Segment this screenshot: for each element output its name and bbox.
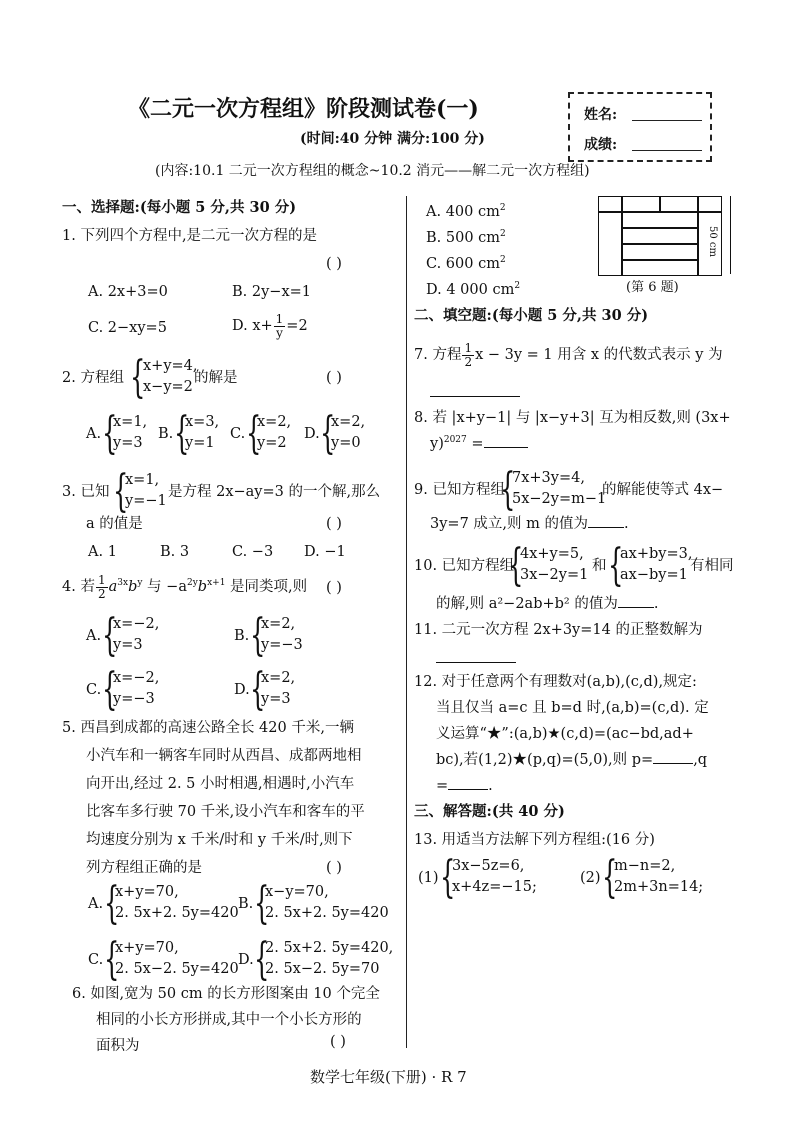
q10-system1 <box>520 544 588 586</box>
q3-option-a: A. 1 <box>88 544 117 560</box>
q10-system2 <box>620 544 692 586</box>
q5-b-line2: 2. 5x+2. 5y=420 <box>265 905 389 921</box>
q6-option-d <box>426 280 520 300</box>
q8-answer-blank[interactable] <box>484 447 528 448</box>
section1-heading: 一、选择题:(每小题 5 分,共 30 分) <box>62 199 297 216</box>
q9-answer-blank[interactable] <box>588 527 624 528</box>
name-score-box <box>568 92 712 162</box>
q3-eq1: x=1, <box>125 472 160 488</box>
time-score-info: (时间:40 分钟 满分:100 分) <box>300 131 485 147</box>
q5-option-c-label: C. <box>88 952 104 968</box>
brace-icon: { <box>104 878 120 929</box>
q5-d-line1: 2. 5x+2. 5y=420, <box>265 940 394 956</box>
page-title: 《二元一次方程组》阶段测试卷(一) <box>128 96 479 122</box>
q1-option-d <box>232 312 308 340</box>
page-footer: 数学七年级(下册) · R 7 <box>310 1068 467 1086</box>
q2-d-line1: x=2, <box>331 414 366 430</box>
q4-exp1: 3x <box>117 578 129 589</box>
q13-p2-eq1: m−n=2, <box>614 858 676 874</box>
q3-option-d: D. −1 <box>304 544 346 560</box>
q6-line1: 6. 如图,宽为 50 cm 的长方形图案由 10 个完全 <box>72 986 380 1002</box>
q10-line2: 的解,则 a²−2ab+b² 的值为 . <box>436 596 659 612</box>
q3-option-c: C. −3 <box>232 544 274 560</box>
q12-p-blank[interactable] <box>653 763 693 764</box>
q3-option-b: B. 3 <box>160 544 190 560</box>
q9-eq2: 5x−2y=m−1 <box>512 491 607 507</box>
brace-icon: { <box>250 610 266 661</box>
q1-d-den: y <box>276 325 283 340</box>
q4-b2: b <box>197 579 208 595</box>
q2-option-b-label: B. <box>158 426 174 442</box>
q3-line2: a 的值是 <box>86 516 143 532</box>
q4-exp2: y <box>137 578 143 589</box>
brace-icon: { <box>102 664 118 715</box>
q4-den: 2 <box>97 586 106 601</box>
q12-q-blank[interactable] <box>448 789 488 790</box>
q2-prefix: 2. 方程组 <box>62 370 124 386</box>
q2-answer-paren[interactable]: ( ) <box>326 370 342 386</box>
q4-fraction <box>96 574 108 601</box>
q4-a-line1: x=−2, <box>113 616 160 632</box>
brace-icon: { <box>130 352 146 403</box>
q4-mid: 与 −a <box>142 579 187 595</box>
q2-option-b <box>185 412 219 454</box>
fig-line <box>621 259 698 261</box>
q6-dimension-label: 50 cm <box>707 226 718 257</box>
q13-part2-label: (2) <box>580 870 601 886</box>
fig-line <box>599 211 721 213</box>
name-field[interactable] <box>632 120 702 121</box>
q4-a-line2: y=3 <box>113 637 143 653</box>
q5-line6: 列方程组正确的是 <box>86 860 202 876</box>
q12-line5: = . <box>436 778 493 794</box>
q10-b-eq1: ax+by=3, <box>620 546 693 562</box>
q5-b-line1: x−y=70, <box>265 884 329 900</box>
q2-suffix: 的解是 <box>194 370 238 386</box>
q13-p1-eq1: 3x−5z=6, <box>452 858 525 874</box>
brace-icon: { <box>508 540 524 591</box>
q7-den: 2 <box>464 354 473 369</box>
q12-line2: 当且仅当 a=c 且 b=d 时,(a,b)=(c,d). 定 <box>436 700 709 716</box>
q4-option-b <box>261 614 303 656</box>
q5-option-c <box>115 938 239 980</box>
q9-system <box>512 468 606 510</box>
q5-line1: 5. 西昌到成都的高速公路全长 420 千米,一辆 <box>62 720 354 736</box>
q6-b-text: B. 500 cm <box>426 230 501 246</box>
q8-base: y) <box>430 436 444 452</box>
q4-d-line2: y=3 <box>261 691 291 707</box>
q2-option-c <box>257 412 291 454</box>
q4-option-d-label: D. <box>234 682 250 698</box>
q2-eq2: x−y=2 <box>143 379 193 395</box>
q5-c-line1: x+y=70, <box>115 940 179 956</box>
q4-option-c-label: C. <box>86 682 102 698</box>
q12-line1: 12. 对于任意两个有理数对(a,b),(c,d),规定: <box>414 674 697 690</box>
q1-stem: 1. 下列四个方程中,是二元一次方程的是 <box>62 228 318 244</box>
fig-line <box>621 197 623 275</box>
q4-option-c <box>113 668 159 710</box>
q6-a-sup: 2 <box>499 203 506 214</box>
fig-line <box>697 197 699 275</box>
q9-eq1: 7x+3y=4, <box>512 470 585 486</box>
q5-option-b-label: B. <box>238 896 254 912</box>
q2-d-line2: y=0 <box>331 435 361 451</box>
q4-num: 1 <box>97 572 106 587</box>
brace-icon: { <box>250 664 266 715</box>
column-divider <box>406 196 407 1048</box>
fig-line <box>621 243 698 245</box>
q2-system <box>143 356 198 398</box>
q2-b-line1: x=3, <box>185 414 220 430</box>
q1-answer-paren[interactable]: ( ) <box>326 256 342 272</box>
name-label: 姓名: <box>584 107 618 123</box>
q2-option-a-label: A. <box>86 426 102 442</box>
q7-suffix: x − 3y = 1 用含 x 的代数式表示 y 为 <box>475 347 723 363</box>
q13-part1-system <box>452 856 537 898</box>
q6-line2: 相同的小长方形拼成,其中一个小长方形的 <box>96 1012 362 1028</box>
section3-heading: 三、解答题:(共 40 分) <box>414 803 565 820</box>
q6-line3: 面积为 <box>96 1038 140 1054</box>
q5-a-line2: 2. 5x+2. 5y=420 <box>115 905 239 921</box>
q2-c-line1: x=2, <box>257 414 292 430</box>
q1-option-a: A. 2x+3=0 <box>88 284 168 300</box>
q8-line2 <box>430 434 528 454</box>
q5-line4: 比客车多行驶 70 千米,设小汽车和客车的平 <box>86 804 365 820</box>
q5-option-d-label: D. <box>238 952 254 968</box>
q10-suffix: 有相同 <box>690 558 734 574</box>
q9-suffix: 的解能使等式 4x− <box>602 482 724 498</box>
q9-line2: 3y=7 成立,则 m 的值为 . <box>430 516 629 532</box>
content-scope: (内容:10.1 二元一次方程组的概念~10.2 消元——解二元一次方程组) <box>155 163 590 179</box>
q2-option-c-label: C. <box>230 426 246 442</box>
q4-option-d <box>261 668 295 710</box>
q11-answer-blank[interactable] <box>436 662 516 663</box>
q10-a-eq1: 4x+y=5, <box>520 546 584 562</box>
q7-answer-blank[interactable] <box>430 396 520 397</box>
q5-line3: 向开出,经过 2. 5 小时相遇,相遇时,小汽车 <box>86 776 355 792</box>
q10-a-eq2: 3x−2y=1 <box>520 567 589 583</box>
q6-a-text: A. 400 cm <box>426 204 500 220</box>
q6-figure-caption: (第 6 题) <box>626 280 679 295</box>
q4-d-line1: x=2, <box>261 670 296 686</box>
q2-option-d-label: D. <box>304 426 320 442</box>
q3-system <box>125 470 167 512</box>
q4-c-line1: x=−2, <box>113 670 160 686</box>
score-field[interactable] <box>632 150 702 151</box>
q4-option-b-label: B. <box>234 628 250 644</box>
q13-part2-system <box>614 856 703 898</box>
q1-d-suffix: =2 <box>286 318 308 334</box>
section2-heading: 二、填空题:(每小题 5 分,共 30 分) <box>414 307 649 324</box>
q1-d-fraction <box>274 313 286 340</box>
brace-icon: { <box>174 408 190 459</box>
q5-line5: 均速度分别为 x 千米/时和 y 千米/时,则下 <box>86 832 353 848</box>
q10-and: 和 <box>592 558 607 574</box>
q12-q-label: ,q <box>693 752 708 768</box>
q2-a-line2: y=3 <box>113 435 143 451</box>
dimension-line <box>730 196 731 274</box>
q6-d-sup: 2 <box>514 281 521 292</box>
q4-b-line2: y=−3 <box>261 637 303 653</box>
q5-a-line1: x+y=70, <box>115 884 179 900</box>
q12-line4-text: bc),若(1,2)★(p,q)=(5,0),则 p= <box>436 752 654 768</box>
fig-line <box>621 227 698 229</box>
q4-b: b <box>128 579 138 595</box>
q4-stem <box>62 572 307 602</box>
brace-icon: { <box>246 408 262 459</box>
q4-suffix: 是同类项,则 <box>225 579 308 595</box>
q7-stem <box>414 340 723 370</box>
q2-a-line1: x=1, <box>113 414 148 430</box>
q5-option-b <box>265 882 389 924</box>
q10-answer-blank[interactable] <box>618 607 654 608</box>
q13-part1-label: (1) <box>418 870 439 886</box>
q4-c-line2: y=−3 <box>113 691 155 707</box>
q6-option-c <box>426 254 506 274</box>
q7-prefix: 7. 方程 <box>414 347 462 363</box>
q4-option-a-label: A. <box>86 628 102 644</box>
q7-num: 1 <box>464 340 473 355</box>
q5-line2: 小汽车和一辆客车同时从西昌、成都两地相 <box>86 748 362 764</box>
q10-b-eq2: ax−by=1 <box>620 567 688 583</box>
q9-prefix: 9. 已知方程组 <box>414 482 505 498</box>
q6-c-sup: 2 <box>499 255 506 266</box>
q1-option-b: B. 2y−x=1 <box>232 284 311 300</box>
fig-line <box>659 197 661 211</box>
brace-icon: { <box>320 408 336 459</box>
brace-icon: { <box>440 852 456 903</box>
q5-c-line2: 2. 5x−2. 5y=420 <box>115 961 239 977</box>
q5-answer-paren[interactable]: ( ) <box>326 860 342 876</box>
q5-d-line2: 2. 5x−2. 5y=70 <box>265 961 380 977</box>
q6-answer-paren[interactable]: ( ) <box>330 1034 346 1050</box>
brace-icon: { <box>500 464 516 515</box>
q2-eq1: x+y=4, <box>143 358 198 374</box>
q12-line4 <box>436 750 707 770</box>
brace-icon: { <box>113 466 129 517</box>
q9-line2-text: 3y=7 成立,则 m 的值为 <box>430 516 588 532</box>
q3-prefix: 3. 已知 <box>62 484 110 500</box>
brace-icon: { <box>602 852 618 903</box>
q3-eq2: y=−1 <box>125 493 167 509</box>
brace-icon: { <box>102 408 118 459</box>
brace-icon: { <box>608 540 624 591</box>
q10-line2-text: 的解,则 a²−2ab+b² 的值为 <box>436 596 618 612</box>
q12-line3: 义运算“★”:(a,b)★(c,d)=(ac−bd,ad+ <box>436 726 694 742</box>
q4-option-a <box>113 614 159 656</box>
q5-option-a <box>115 882 239 924</box>
q2-b-line2: y=1 <box>185 435 215 451</box>
q10-prefix: 10. 已知方程组 <box>414 558 515 574</box>
q13-stem: 13. 用适当方法解下列方程组:(16 分) <box>414 832 655 848</box>
q5-option-d <box>265 938 393 980</box>
q3-answer-paren[interactable]: ( ) <box>326 516 342 532</box>
q1-d-prefix: D. x+ <box>232 318 273 334</box>
q4-a: a <box>108 579 118 595</box>
q4-answer-paren[interactable]: ( ) <box>326 580 342 596</box>
q12-line5-text: = <box>436 778 449 794</box>
q6-b-sup: 2 <box>500 229 506 240</box>
q4-prefix: 4. 若 <box>62 579 95 595</box>
brace-icon: { <box>104 934 120 985</box>
q1-d-num: 1 <box>275 311 284 326</box>
q13-p1-eq2: x+4z=−15; <box>452 879 537 895</box>
brace-icon: { <box>102 610 118 661</box>
q8-exponent: 2027 <box>443 435 467 446</box>
q4-exp4: x+1 <box>207 578 226 589</box>
q5-option-a-label: A. <box>88 896 104 912</box>
q6-c-text: C. 600 cm <box>426 256 500 272</box>
q2-c-line2: y=2 <box>257 435 287 451</box>
q3-suffix: 是方程 2x−ay=3 的一个解,那么 <box>168 484 381 500</box>
q8-equals: = <box>466 436 484 452</box>
q2-option-d <box>331 412 365 454</box>
q6-d-text: D. 4 000 cm <box>426 282 515 298</box>
q7-fraction <box>462 342 474 369</box>
score-label: 成绩: <box>584 137 618 153</box>
q2-option-a <box>113 412 147 454</box>
q6-option-a <box>426 202 506 222</box>
q6-option-b <box>426 228 506 248</box>
q11-line1: 11. 二元一次方程 2x+3y=14 的正整数解为 <box>414 622 703 638</box>
q13-p2-eq2: 2m+3n=14; <box>614 879 704 895</box>
q4-b-line1: x=2, <box>261 616 296 632</box>
q8-line1: 8. 若 |x+y−1| 与 |x−y+3| 互为相反数,则 (3x+ <box>414 410 731 426</box>
q1-option-c: C. 2−xy=5 <box>88 320 167 336</box>
q4-exp3: 2y <box>186 578 198 589</box>
brace-icon: { <box>254 934 270 985</box>
brace-icon: { <box>254 878 270 929</box>
